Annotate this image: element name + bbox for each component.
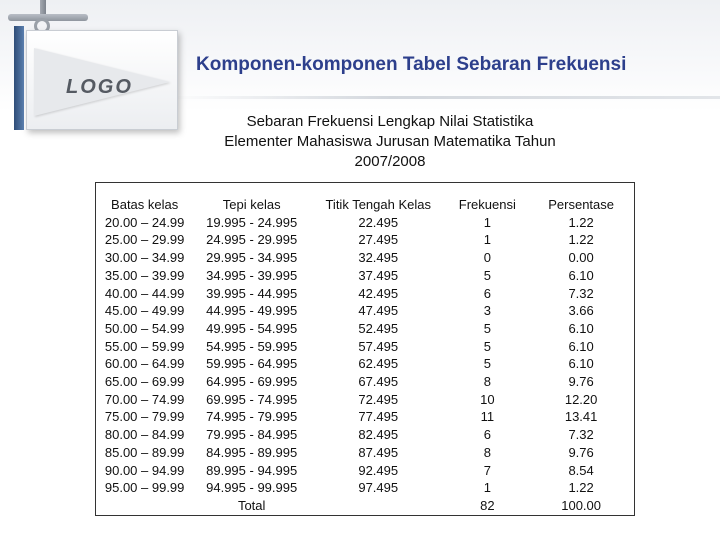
cell-class-boundaries: 39.995 - 44.995 <box>206 285 298 301</box>
cell-class-midpoint: 67.495 <box>358 374 399 390</box>
cell-class-limits: 80.00 – 84.99 <box>104 427 185 443</box>
cell-percentage: 3.66 <box>568 303 594 319</box>
header-frequency: Frekuensi <box>458 197 516 212</box>
cell-frequency: 1 <box>483 214 491 230</box>
cell-class-midpoint: 97.495 <box>358 480 399 496</box>
table-row <box>96 338 635 356</box>
logo: LOGO <box>66 76 133 98</box>
cell-class-limits: 25.00 – 29.99 <box>104 232 185 248</box>
cell-class-midpoint: 42.495 <box>358 285 399 301</box>
cell-frequency: 1 <box>483 232 491 248</box>
total-empty-cell <box>310 497 446 515</box>
table-row <box>96 426 635 444</box>
total-empty-cell <box>96 497 194 515</box>
cell-class-midpoint: 92.495 <box>358 462 399 478</box>
cell-class-midpoint: 22.495 <box>358 214 399 230</box>
cell-class-midpoint: 27.495 <box>358 232 399 248</box>
table-total-row <box>96 497 635 515</box>
cell-percentage: 6.10 <box>568 338 594 354</box>
cell-class-limits: 35.00 – 39.99 <box>104 267 185 283</box>
cell-class-limits: 85.00 – 89.99 <box>104 444 185 460</box>
cell-class-midpoint: 47.495 <box>358 303 399 319</box>
subtitle-line: 2007/2008 <box>354 153 426 170</box>
subtitle-line: Elementer Mahasiswa Jurusan Matematika Tahun <box>224 133 556 150</box>
cell-class-limits: 20.00 – 24.99 <box>104 214 185 230</box>
frequency-table <box>95 182 635 516</box>
cell-class-limits: 70.00 – 74.99 <box>104 391 185 407</box>
table-row <box>96 444 635 462</box>
cell-class-limits: 60.00 – 64.99 <box>104 356 185 372</box>
cell-class-boundaries: 54.995 - 59.995 <box>206 338 298 354</box>
cell-percentage: 6.10 <box>568 267 594 283</box>
cell-class-boundaries: 69.995 - 74.995 <box>206 391 298 407</box>
cell-percentage: 7.32 <box>568 285 594 301</box>
cell-percentage: 1.22 <box>568 214 594 230</box>
cell-class-midpoint: 87.495 <box>358 444 399 460</box>
table-row <box>96 408 635 426</box>
cell-class-boundaries: 29.995 - 34.995 <box>206 250 298 266</box>
cell-percentage: 1.22 <box>568 232 594 248</box>
table-header-row <box>96 183 635 214</box>
cell-class-midpoint: 62.495 <box>358 356 399 372</box>
cell-class-boundaries: 84.995 - 89.995 <box>206 444 298 460</box>
cell-class-boundaries: 49.995 - 54.995 <box>206 320 298 336</box>
cell-frequency: 10 <box>480 391 495 407</box>
total-frequency: 82 <box>480 497 495 513</box>
table-row <box>96 267 635 285</box>
table-row <box>96 231 635 249</box>
cell-frequency: 7 <box>483 462 491 478</box>
cell-frequency: 5 <box>483 338 491 354</box>
cell-class-boundaries: 34.995 - 39.995 <box>206 267 298 283</box>
cell-class-midpoint: 37.495 <box>358 267 399 283</box>
cell-class-boundaries: 79.995 - 84.995 <box>206 427 298 443</box>
cell-class-boundaries: 94.995 - 99.995 <box>206 480 298 496</box>
total-label: Total <box>237 497 266 513</box>
cell-percentage: 12.20 <box>564 391 598 407</box>
cell-frequency: 8 <box>483 444 491 460</box>
header-class-boundaries: Tepi kelas <box>222 197 281 212</box>
cell-percentage: 1.22 <box>568 480 594 496</box>
cell-percentage: 13.41 <box>564 409 598 425</box>
table-row <box>96 249 635 267</box>
cell-frequency: 1 <box>483 480 491 496</box>
cell-class-midpoint: 82.495 <box>358 427 399 443</box>
cell-frequency: 5 <box>483 267 491 283</box>
cell-class-midpoint: 52.495 <box>358 320 399 336</box>
cell-class-limits: 40.00 – 44.99 <box>104 285 185 301</box>
header-class-limits: Batas kelas <box>111 197 179 212</box>
cell-percentage: 9.76 <box>568 374 594 390</box>
cell-class-limits: 75.00 – 79.99 <box>104 409 185 425</box>
cell-class-limits: 55.00 – 59.99 <box>104 338 185 354</box>
total-percentage: 100.00 <box>561 497 601 513</box>
cell-percentage: 6.10 <box>568 356 594 372</box>
cell-frequency: 3 <box>483 303 491 319</box>
cell-class-limits: 30.00 – 34.99 <box>104 250 185 266</box>
cell-class-boundaries: 74.995 - 79.995 <box>206 409 298 425</box>
cell-class-boundaries: 89.995 - 94.995 <box>206 462 298 478</box>
table-row <box>96 302 635 320</box>
cell-class-boundaries: 59.995 - 64.995 <box>206 356 298 372</box>
table-row <box>96 391 635 409</box>
cell-frequency: 8 <box>483 374 491 390</box>
cell-frequency: 6 <box>483 427 491 443</box>
cell-class-limits: 50.00 – 54.99 <box>104 320 185 336</box>
header-divider <box>170 96 720 99</box>
table-row <box>96 479 635 497</box>
cell-class-limits: 65.00 – 69.99 <box>104 374 185 390</box>
slide-subtitle <box>190 112 590 172</box>
table-body <box>96 214 635 497</box>
table-row <box>96 320 635 338</box>
cell-percentage: 7.32 <box>568 427 594 443</box>
cell-class-midpoint: 72.495 <box>358 391 399 407</box>
cell-class-limits: 95.00 – 99.99 <box>104 480 185 496</box>
table-row <box>96 214 635 232</box>
cell-class-midpoint: 57.495 <box>358 338 399 354</box>
cell-percentage: 0.00 <box>568 250 594 266</box>
header-percentage: Persentase <box>548 197 614 212</box>
cell-class-midpoint: 32.495 <box>358 250 399 266</box>
table-row <box>96 355 635 373</box>
cell-class-boundaries: 64.995 - 69.995 <box>206 374 298 390</box>
table-row <box>96 373 635 391</box>
cell-frequency: 11 <box>480 409 495 425</box>
cell-percentage: 9.76 <box>568 444 594 460</box>
table-row <box>96 285 635 303</box>
cell-frequency: 6 <box>483 285 491 301</box>
cell-frequency: 0 <box>483 250 491 266</box>
slide-title: Komponen-komponen Tabel Sebaran Frekuensi <box>196 54 627 75</box>
logo-stripe <box>14 26 24 130</box>
cell-frequency: 5 <box>483 356 491 372</box>
cell-class-boundaries: 19.995 - 24.995 <box>206 214 298 230</box>
cell-class-midpoint: 77.495 <box>358 409 399 425</box>
cell-frequency: 5 <box>483 320 491 336</box>
cell-class-boundaries: 44.995 - 49.995 <box>206 303 298 319</box>
table-row <box>96 462 635 480</box>
cell-class-boundaries: 24.995 - 29.995 <box>206 232 298 248</box>
cell-class-limits: 90.00 – 94.99 <box>104 462 185 478</box>
header-class-midpoint: Titik Tengah Kelas <box>325 197 431 212</box>
cell-percentage: 6.10 <box>568 320 594 336</box>
subtitle-line: Sebaran Frekuensi Lengkap Nilai Statistika <box>246 113 534 130</box>
cell-percentage: 8.54 <box>568 462 594 478</box>
cell-class-limits: 45.00 – 49.99 <box>104 303 185 319</box>
